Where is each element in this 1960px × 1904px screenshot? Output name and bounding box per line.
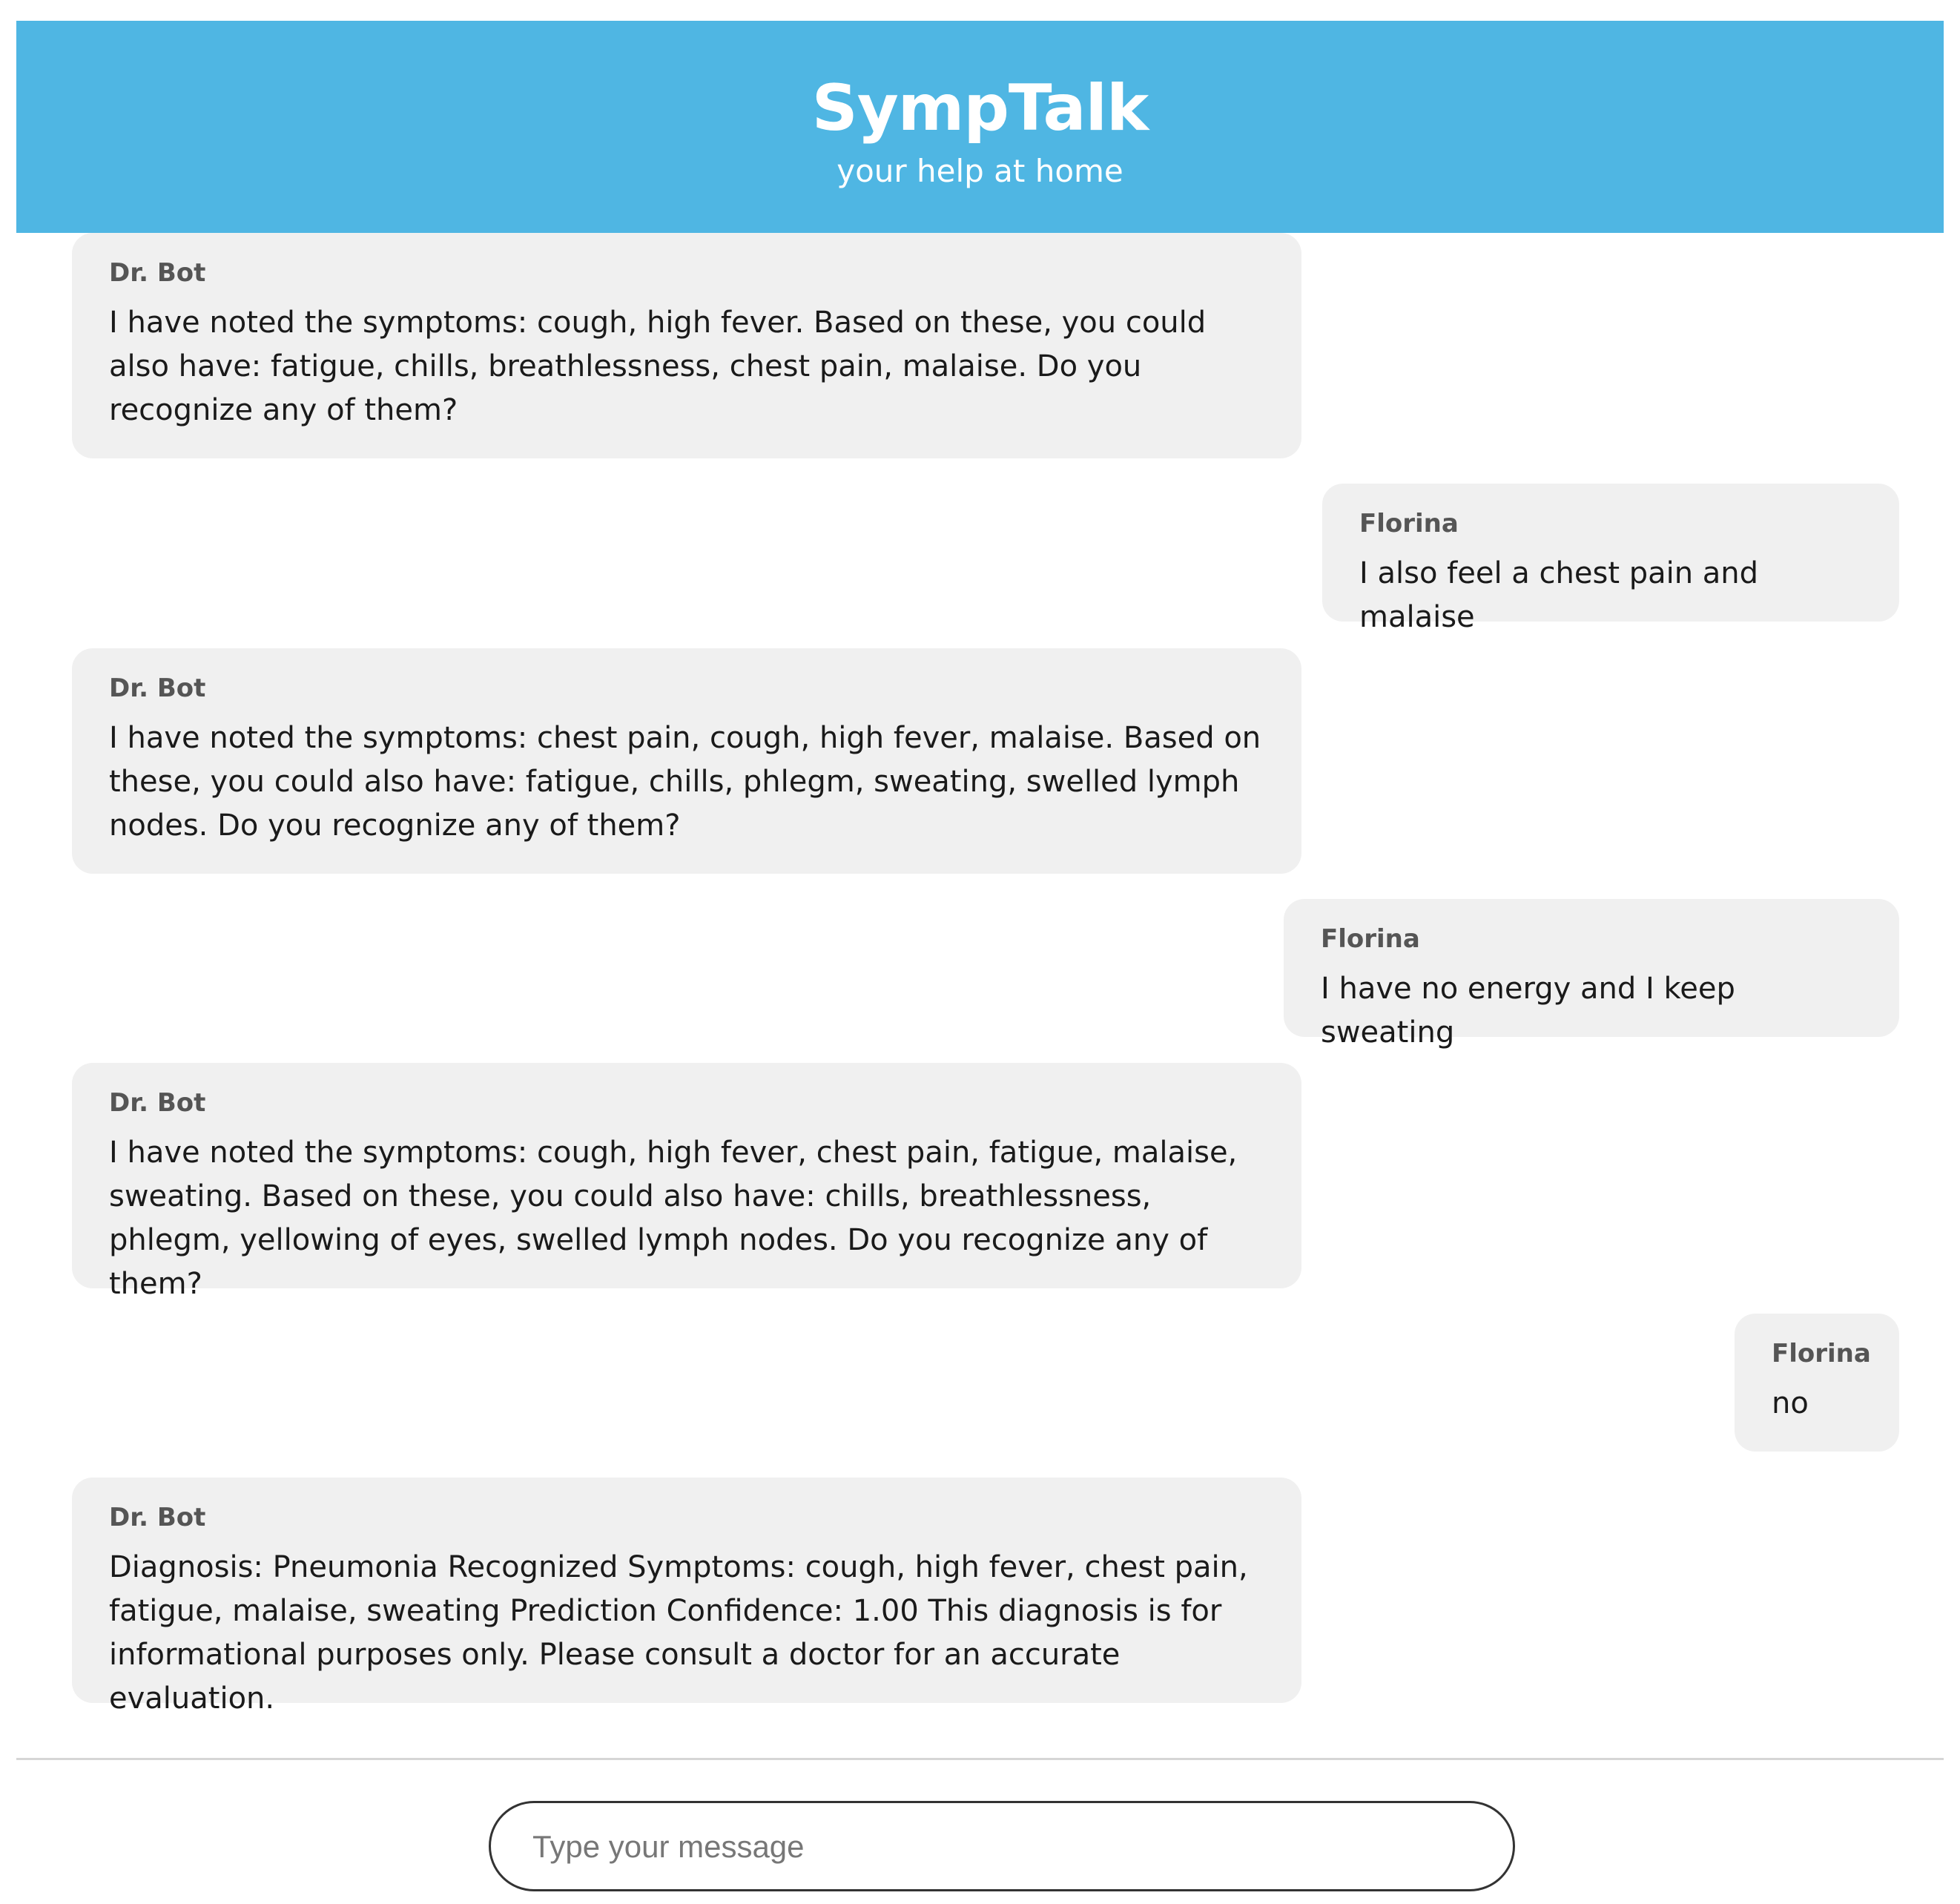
user-message [1735,1314,1899,1452]
message-sender: Dr. Bot [109,258,206,288]
message-input-container[interactable] [489,1801,1515,1891]
message-text: I also feel a chest pain and malaise [1359,556,1759,634]
bot-message [72,1478,1301,1716]
message-sender: Dr. Bot [109,1503,206,1532]
bot-message [72,1063,1301,1301]
composer-divider [16,1758,1944,1760]
message-sender: Florina [1772,1339,1871,1368]
app-title: SympTalk [811,71,1149,145]
bot-message [72,648,1301,874]
message-sender: Florina [1359,509,1459,538]
message-text: I have noted the symptoms: cough, high fever. Based on these, you could also have: fatigue, chills, breathlessness, chest pain, malaise. Do you recognize any of them? [109,306,1207,427]
message-text: I have no energy and I keep sweating [1321,972,1735,1050]
chat-messages[interactable] [16,233,1944,1753]
app-header [16,21,1944,233]
message-input[interactable] [531,1803,1468,1891]
user-message [1284,899,1899,1050]
message-text: I have noted the symptoms: cough, high fever, chest pain, fatigue, malaise, sweating. Based on these, you could also have: chills, breathlessness, phlegm, yellowing of eyes, swelled lymph nodes. Do you recognize any of them? [109,1136,1238,1301]
message-text: I have noted the symptoms: chest pain, cough, high fever, malaise. Based on these, you could also have: fatigue, chills, phlegm, sweating, swelled lymph nodes. Do you recognize any of them? [109,721,1261,843]
message-sender: Dr. Bot [109,673,206,703]
bot-message [72,233,1301,458]
user-message [1322,484,1899,634]
app-subtitle: your help at home [837,153,1123,189]
message-sender: Dr. Bot [109,1088,206,1118]
message-text: Diagnosis: Pneumonia Recognized Symptoms: cough, high fever, chest pain, fatigue, malaise, sweating Prediction Confidence: 1.00 This diagnosis is for informational purposes only. Please consult a doctor for an accurate evaluation. [109,1550,1248,1716]
message-sender: Florina [1321,924,1420,954]
message-text: no [1772,1386,1809,1420]
chat-app [16,21,1944,1897]
